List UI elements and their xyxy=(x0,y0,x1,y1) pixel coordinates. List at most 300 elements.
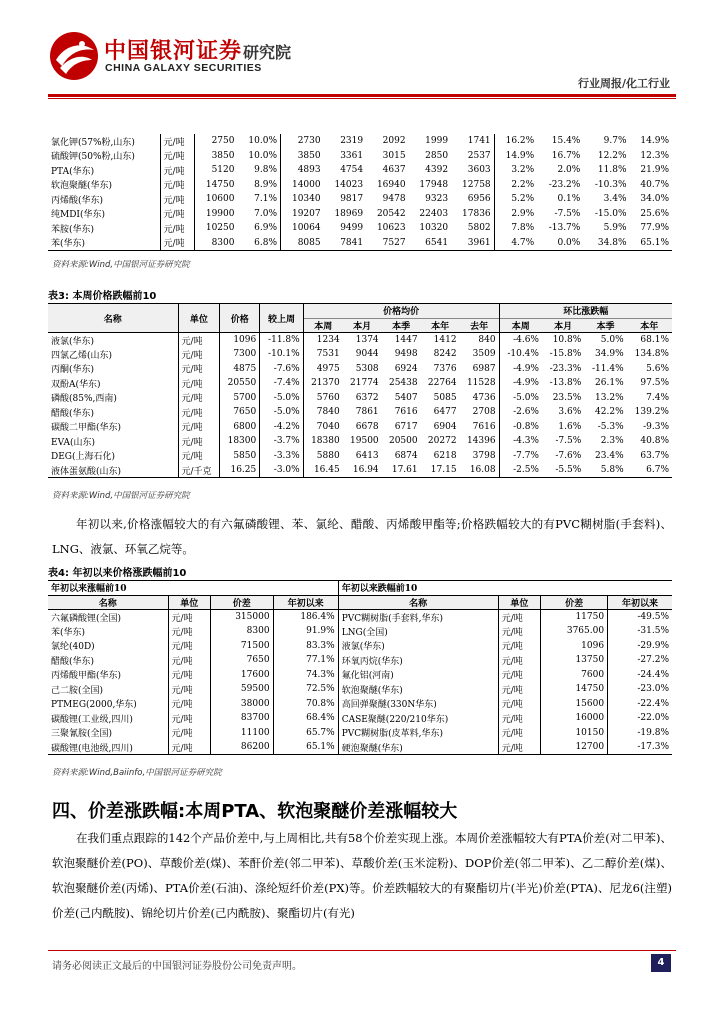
product-name: 醋酸(华东) xyxy=(51,656,95,667)
table-cell: 16.45 xyxy=(303,463,343,478)
table-cell: 17948 xyxy=(419,179,449,190)
table-row xyxy=(48,639,672,654)
product-name: 己二胺(全国) xyxy=(51,685,104,696)
table-cell: 23.4% xyxy=(595,450,624,461)
table-row xyxy=(48,134,672,149)
table-cell: 1234 xyxy=(303,333,343,348)
table-cell: 63.7% xyxy=(640,450,669,461)
table-cell: 元/吨 xyxy=(178,376,220,391)
product-name: 纯MDI(华东) xyxy=(51,210,106,221)
table-row xyxy=(48,163,672,178)
table-cell: -31.5% xyxy=(608,624,672,639)
table-row xyxy=(48,192,672,207)
table-cell: 26.1% xyxy=(595,378,624,389)
col-sub-header: 本季 xyxy=(584,318,626,333)
table-cell: 6.8% xyxy=(254,237,278,248)
table-cell: 17.15 xyxy=(430,465,457,475)
table-row xyxy=(48,149,672,164)
footer-disclaimer: 请务必阅读正文最后的中国银河证券股份公司免责声明。 xyxy=(52,961,302,972)
table-cell: 11100 xyxy=(210,726,273,741)
table-cell: 6541 xyxy=(425,237,449,248)
table-cell: 77.1% xyxy=(273,653,338,668)
table-cell: 14750 xyxy=(541,682,608,697)
table-cell: 9044 xyxy=(355,349,379,360)
ytd-change-table xyxy=(48,580,672,755)
table-cell: 1447 xyxy=(394,335,418,345)
table-cell: -5.0% xyxy=(260,405,303,420)
price-decline-table xyxy=(48,303,672,478)
col-sub-header: 本周 xyxy=(499,318,542,333)
table-cell: 21774 xyxy=(350,378,379,389)
table-row xyxy=(48,347,672,362)
table-cell: 元/吨 xyxy=(498,624,540,639)
table-cell: -7.4% xyxy=(260,376,303,391)
table-cell: 6678 xyxy=(355,421,379,432)
col-name: 名称 xyxy=(48,304,178,333)
table-row xyxy=(48,178,672,193)
table-cell: 5802 xyxy=(467,223,491,234)
product-name: 氯纶(40D) xyxy=(51,642,95,653)
table-cell: 17.61 xyxy=(391,465,418,475)
col-sub-header: 本月 xyxy=(343,318,382,333)
table-cell: -2.5% xyxy=(499,463,542,478)
table-cell: 2708 xyxy=(472,407,496,418)
table-cell: 11.8% xyxy=(597,165,627,176)
table-row xyxy=(48,420,672,435)
table-cell: -4.3% xyxy=(499,434,542,449)
table-cell: 7.8% xyxy=(494,221,537,236)
table-cell: 19500 xyxy=(350,436,379,447)
table-cell: 元/吨 xyxy=(178,333,220,348)
table-cell: 元/吨 xyxy=(498,610,540,625)
table-cell: 2537 xyxy=(467,150,491,161)
table-cell: 65.1% xyxy=(640,237,669,248)
table-cell: 2850 xyxy=(425,150,449,161)
table-cell: -13.8% xyxy=(549,378,582,389)
table-cell: 3798 xyxy=(472,450,496,461)
table-row xyxy=(48,610,672,625)
table-cell: 97.5% xyxy=(640,378,669,389)
table-cell: 18380 xyxy=(303,434,343,449)
source-note-table3: 资料来源:Wind,中国银河证券研究院 xyxy=(52,491,190,501)
table-cell: -10.1% xyxy=(260,347,303,362)
table-cell: 1096 xyxy=(541,639,608,654)
table-cell: 1999 xyxy=(425,136,449,147)
table-cell: 6.7% xyxy=(646,465,669,475)
table-cell: -13.7% xyxy=(548,223,581,234)
table-cell: 16.25 xyxy=(220,463,260,478)
table-cell: 14.9% xyxy=(640,136,669,147)
table-cell: 7861 xyxy=(355,407,379,418)
summary-paragraph: 年初以来,价格涨幅较大的有六氟磷酸锂、苯、氯纶、醋酸、丙烯酸甲酯等;价格跌幅较大的有PVC糊树脂(手套料)、LNG、液氯、环氧乙烷等。 xyxy=(52,517,672,556)
table-cell: -3.0% xyxy=(260,463,303,478)
table-cell: -5.5% xyxy=(555,465,582,475)
table-cell: 4392 xyxy=(425,165,449,176)
product-name: 软泡聚醚(华东) xyxy=(338,682,498,697)
table-cell: 22403 xyxy=(419,208,449,219)
table-cell: 18300 xyxy=(220,434,260,449)
table-cell: 元/吨 xyxy=(168,624,210,639)
table-cell: 元/吨 xyxy=(168,697,210,712)
table-cell: 7600 xyxy=(541,668,608,683)
table-cell: 16940 xyxy=(376,179,406,190)
source-note-top: 资料来源:Wind,中国银河证券研究院 xyxy=(52,260,190,270)
company-name-cn: 中国银河证券 xyxy=(104,39,243,64)
table-cell: 14396 xyxy=(466,436,496,447)
table-cell: 40.7% xyxy=(640,179,669,190)
table-cell: 8242 xyxy=(433,349,457,360)
table-cell: -29.9% xyxy=(608,639,672,654)
table-cell: -23.2% xyxy=(548,179,581,190)
table-cell: 6987 xyxy=(472,363,496,374)
table-cell: 6904 xyxy=(433,421,457,432)
col-sub-header: 本季 xyxy=(382,318,421,333)
table-cell: 10.0% xyxy=(248,150,278,161)
table-cell: 71500 xyxy=(210,639,273,654)
table-cell: 6717 xyxy=(394,421,418,432)
table-row xyxy=(48,463,672,478)
table-cell: 15.4% xyxy=(551,136,581,147)
table-cell: 15600 xyxy=(541,697,608,712)
table-cell: 6956 xyxy=(467,194,491,205)
table-cell: 3765.00 xyxy=(541,624,608,639)
table-cell: 12.3% xyxy=(640,150,669,161)
col-header: 价差 xyxy=(210,595,273,610)
table-cell: -9.3% xyxy=(643,421,669,432)
table-cell: 4975 xyxy=(303,362,343,377)
table-cell: 7527 xyxy=(382,237,406,248)
product-name: 丙烯酸甲酯(华东) xyxy=(51,671,122,682)
table-cell: 34.8% xyxy=(597,237,627,248)
table-cell: -7.6% xyxy=(260,362,303,377)
table-cell: 3850 xyxy=(281,149,324,164)
table-cell: 17600 xyxy=(210,668,273,683)
table-cell: 3961 xyxy=(467,237,491,248)
table-cell: 1741 xyxy=(467,136,491,147)
table-cell: 42.2% xyxy=(595,407,624,418)
table-cell: 元/吨 xyxy=(160,163,194,178)
table-cell: 12700 xyxy=(541,740,608,755)
product-name: 硬泡聚醚(华东) xyxy=(338,740,498,755)
table-cell: 元/吨 xyxy=(160,221,194,236)
table-cell: 134.8% xyxy=(634,349,669,360)
table-cell: 6874 xyxy=(394,450,418,461)
table-cell: 元/吨 xyxy=(178,347,220,362)
table-row xyxy=(48,697,672,712)
table-cell: 1412 xyxy=(433,335,457,345)
table-cell: 7.4% xyxy=(646,392,669,403)
table-cell: 7650 xyxy=(220,405,260,420)
table-cell: 元/吨 xyxy=(498,639,540,654)
product-name: 双酚A(华东) xyxy=(51,379,101,390)
table-cell: 22764 xyxy=(427,378,457,389)
table-cell: 元/吨 xyxy=(160,178,194,193)
table-cell: 1096 xyxy=(220,333,260,348)
product-name: 六氟磷酸锂(全国) xyxy=(51,613,122,624)
table-cell: -22.0% xyxy=(608,711,672,726)
table-cell: 2750 xyxy=(194,134,237,149)
table-cell: 6.9% xyxy=(254,223,278,234)
table-cell: 6413 xyxy=(355,450,379,461)
table-cell: -7.6% xyxy=(555,450,582,461)
col-sub-header: 本年 xyxy=(627,318,672,333)
table-cell: 16.94 xyxy=(352,465,379,475)
table-cell: 74.3% xyxy=(273,668,338,683)
table-cell: 10150 xyxy=(541,726,608,741)
header-divider xyxy=(48,94,676,97)
table-cell: 68.1% xyxy=(640,335,669,345)
table-cell: 7300 xyxy=(220,347,260,362)
table-cell: 840 xyxy=(478,335,496,345)
table-cell: 91.9% xyxy=(273,624,338,639)
table-cell: 元/吨 xyxy=(498,668,540,683)
table-cell: 315000 xyxy=(210,610,273,625)
table-cell: -7.7% xyxy=(499,449,542,464)
table3-caption: 表3: 本周价格跌幅前10 xyxy=(48,291,157,302)
section4-paragraph: 在我们重点跟踪的142个产品价差中,与上周相比,共有58个价差实现上涨。本周价差涨幅较大有PTA价差(对二甲苯)、软泡聚醚价差(PO)、草酸价差(煤)、苯酐价差(邻二甲苯)、草酸价差(玉米淀粉)、DOP价差(邻二甲苯)、乙二醇价差(煤)、软泡聚醚价差(丙烯)、PTA价差(石油)、涤纶短纤价差(PX)等。价差跌幅较大的有聚酯切片(半光)价差(PTA)、尼龙6(注塑)价差(己内酰胺)、锦纶切片价差(己内酰胺)、聚酯切片(有光) xyxy=(52,831,672,920)
table-cell: 40.8% xyxy=(640,436,669,447)
table-cell: -27.2% xyxy=(608,653,672,668)
table-cell: 6924 xyxy=(394,363,418,374)
table-cell: 4875 xyxy=(220,362,260,377)
table-cell: 5.0% xyxy=(600,335,624,345)
table-cell: 59500 xyxy=(210,682,273,697)
table-cell: 4.7% xyxy=(494,236,537,251)
table-row xyxy=(48,740,672,755)
table-cell: 3361 xyxy=(340,150,364,161)
table-cell: 7.0% xyxy=(254,208,278,219)
table-cell: 3015 xyxy=(382,150,406,161)
table-cell: 16.2% xyxy=(494,134,537,149)
table-cell: 6800 xyxy=(220,420,260,435)
table-cell: 2.9% xyxy=(494,207,537,222)
product-name: 高回弹聚醚(330N华东) xyxy=(338,697,498,712)
table-cell: 8.9% xyxy=(254,179,278,190)
table-cell: 86200 xyxy=(210,740,273,755)
table-cell: 139.2% xyxy=(634,407,669,418)
col-sub-header: 本周 xyxy=(303,318,343,333)
table-cell: 20550 xyxy=(220,376,260,391)
table-cell: 元/吨 xyxy=(168,711,210,726)
table-cell: -4.9% xyxy=(499,376,542,391)
table-row xyxy=(48,362,672,377)
table-cell: -15.0% xyxy=(594,208,627,219)
table-cell: 0.0% xyxy=(557,237,581,248)
table-cell: 7.1% xyxy=(254,194,278,205)
table-cell: 元/吨 xyxy=(168,740,210,755)
table-cell: -4.6% xyxy=(499,333,542,348)
table-row xyxy=(48,221,672,236)
table-row xyxy=(48,376,672,391)
table-cell: 6372 xyxy=(355,392,379,403)
product-name: 液氯(华东) xyxy=(51,336,95,347)
table-cell: 9.7% xyxy=(603,136,627,147)
table-cell: 元/吨 xyxy=(178,405,220,420)
table-cell: 186.4% xyxy=(273,610,338,625)
table-cell: 10600 xyxy=(194,192,237,207)
table-cell: 20500 xyxy=(388,436,418,447)
table-cell: 10623 xyxy=(376,223,406,234)
table-cell: -5.0% xyxy=(499,391,542,406)
table-cell: 9.8% xyxy=(254,165,278,176)
product-name: EVA(山东) xyxy=(51,437,95,448)
company-name-en: CHINA GALAXY SECURITIES xyxy=(105,62,262,74)
table-cell: 77.9% xyxy=(640,223,669,234)
footer-rule xyxy=(48,950,676,951)
product-name: 苯(华东) xyxy=(51,239,86,249)
product-name: 丙酮(华东) xyxy=(51,365,95,376)
table-cell: 2.0% xyxy=(557,165,581,176)
table-cell: 8300 xyxy=(194,236,237,251)
product-name: 醋酸(华东) xyxy=(51,408,95,419)
table-cell: 3.2% xyxy=(494,163,537,178)
col-group-avg: 价格均价 xyxy=(303,304,499,319)
table-cell: 4637 xyxy=(382,165,406,176)
col-header: 年初以来 xyxy=(273,595,338,610)
table-cell: 9323 xyxy=(425,194,449,205)
table-cell: 21.9% xyxy=(640,165,669,176)
table-cell: -24.4% xyxy=(608,668,672,683)
table-cell: 7840 xyxy=(303,405,343,420)
table-cell: 65.1% xyxy=(273,740,338,755)
table-cell: 元/吨 xyxy=(160,236,194,251)
table-cell: 元/吨 xyxy=(160,134,194,149)
table-cell: 元/吨 xyxy=(498,653,540,668)
table-cell: 19900 xyxy=(194,207,237,222)
product-name: LNG(全国) xyxy=(338,624,498,639)
table-cell: 7040 xyxy=(303,420,343,435)
table-cell: -15.8% xyxy=(549,349,582,360)
table-cell: 元/吨 xyxy=(498,711,540,726)
col-wow: 较上周 xyxy=(260,304,303,333)
table-cell: 65.7% xyxy=(273,726,338,741)
table-cell: 7616 xyxy=(394,407,418,418)
table-cell: 7616 xyxy=(472,421,496,432)
table-cell: 10250 xyxy=(194,221,237,236)
table-cell: 元/吨 xyxy=(498,682,540,697)
table-cell: 20542 xyxy=(376,208,406,219)
table-cell: -10.4% xyxy=(499,347,542,362)
section4-heading: 四、价差涨跌幅:本周PTA、软泡聚醚价差涨幅较大 xyxy=(52,801,458,822)
table-cell: 3.6% xyxy=(558,407,582,418)
ytd-gainers-title: 年初以来涨幅前10 xyxy=(51,584,127,595)
table-cell: 12.2% xyxy=(597,150,627,161)
table-cell: 元/吨 xyxy=(168,639,210,654)
product-name: 四氯乙烯(山东) xyxy=(51,350,113,361)
table-cell: 14750 xyxy=(194,178,237,193)
col-price: 价格 xyxy=(220,304,260,333)
product-name: 苯(华东) xyxy=(51,627,86,638)
table-row xyxy=(48,207,672,222)
table-cell: 元/吨 xyxy=(178,434,220,449)
col-header: 单位 xyxy=(168,595,210,610)
table-cell: -2.6% xyxy=(499,405,542,420)
header-divider-thin xyxy=(48,98,676,99)
table-cell: -7.5% xyxy=(554,208,581,219)
table-cell: 18969 xyxy=(334,208,364,219)
table-cell: 21370 xyxy=(303,376,343,391)
table-cell: 5700 xyxy=(220,391,260,406)
product-name: 环氧丙烷(华东) xyxy=(338,653,498,668)
table-cell: 11528 xyxy=(466,378,496,389)
table-cell: 9817 xyxy=(340,194,364,205)
product-name: 硫酸钾(50%粉,山东) xyxy=(51,152,135,163)
table-cell: 25438 xyxy=(388,378,418,389)
table-cell: -7.5% xyxy=(555,436,582,447)
table-row xyxy=(48,726,672,741)
col-group-chg: 环比涨跌幅 xyxy=(499,304,672,319)
table-row xyxy=(48,434,672,449)
table-cell: 5.9% xyxy=(603,223,627,234)
table-cell: 9478 xyxy=(382,194,406,205)
col-header: 名称 xyxy=(48,595,168,610)
institute-label: 研究院 xyxy=(243,43,292,62)
table-cell: 4754 xyxy=(340,165,364,176)
table-cell: 2319 xyxy=(340,136,364,147)
table-cell: 4736 xyxy=(472,392,496,403)
table-cell: 3603 xyxy=(467,165,491,176)
table-cell: 4893 xyxy=(281,163,324,178)
table-cell: 5880 xyxy=(303,449,343,464)
table-cell: 83700 xyxy=(210,711,273,726)
table-cell: -19.8% xyxy=(608,726,672,741)
table-cell: 83.3% xyxy=(273,639,338,654)
table-cell: 20272 xyxy=(427,436,457,447)
ytd-losers-title: 年初以来跌幅前10 xyxy=(338,581,672,596)
product-name: 软泡聚醚(华东) xyxy=(51,181,113,192)
product-name: PTMEG(2000,华东) xyxy=(51,700,137,711)
table-cell: 34.0% xyxy=(640,194,669,205)
col-sub-header: 本年 xyxy=(421,318,460,333)
table-cell: 5407 xyxy=(394,392,418,403)
table-cell: 38000 xyxy=(210,697,273,712)
col-header: 单位 xyxy=(498,595,540,610)
table-cell: 5760 xyxy=(303,391,343,406)
product-name: 氯化钾(57%粉,山东) xyxy=(51,137,135,148)
product-name: 氟化铝(河南) xyxy=(338,668,498,683)
galaxy-logo-icon xyxy=(48,30,100,82)
table-cell: 元/吨 xyxy=(168,726,210,741)
table-cell: -5.0% xyxy=(260,391,303,406)
table-cell: -3.3% xyxy=(260,449,303,464)
table-cell: 5120 xyxy=(194,163,237,178)
table-cell: 8300 xyxy=(210,624,273,639)
table-cell: 0.1% xyxy=(557,194,581,205)
col-header: 名称 xyxy=(338,595,498,610)
table-cell: 2730 xyxy=(281,134,324,149)
table-cell: 9498 xyxy=(394,349,418,360)
table-cell: 9499 xyxy=(340,223,364,234)
table-cell: 16000 xyxy=(541,711,608,726)
product-name: PTA(华东) xyxy=(51,166,95,177)
table-cell: -23.0% xyxy=(608,682,672,697)
product-name: 三聚氰胺(全国) xyxy=(51,729,113,740)
col-unit: 单位 xyxy=(178,304,220,333)
table-cell: 19207 xyxy=(281,207,324,222)
page-header xyxy=(0,0,724,100)
table-cell: -4.2% xyxy=(260,420,303,435)
table-cell: 元/吨 xyxy=(178,420,220,435)
table-cell: 23.5% xyxy=(552,392,582,403)
table-cell: 7650 xyxy=(210,653,273,668)
table-cell: 11750 xyxy=(541,610,608,625)
table-cell: 10.8% xyxy=(552,335,582,345)
table-cell: 34.9% xyxy=(595,349,624,360)
product-name: 丙烯酸(华东) xyxy=(51,195,104,206)
table-cell: 16.7% xyxy=(551,150,581,161)
col-header: 价差 xyxy=(541,595,608,610)
table-cell: 14000 xyxy=(281,178,324,193)
